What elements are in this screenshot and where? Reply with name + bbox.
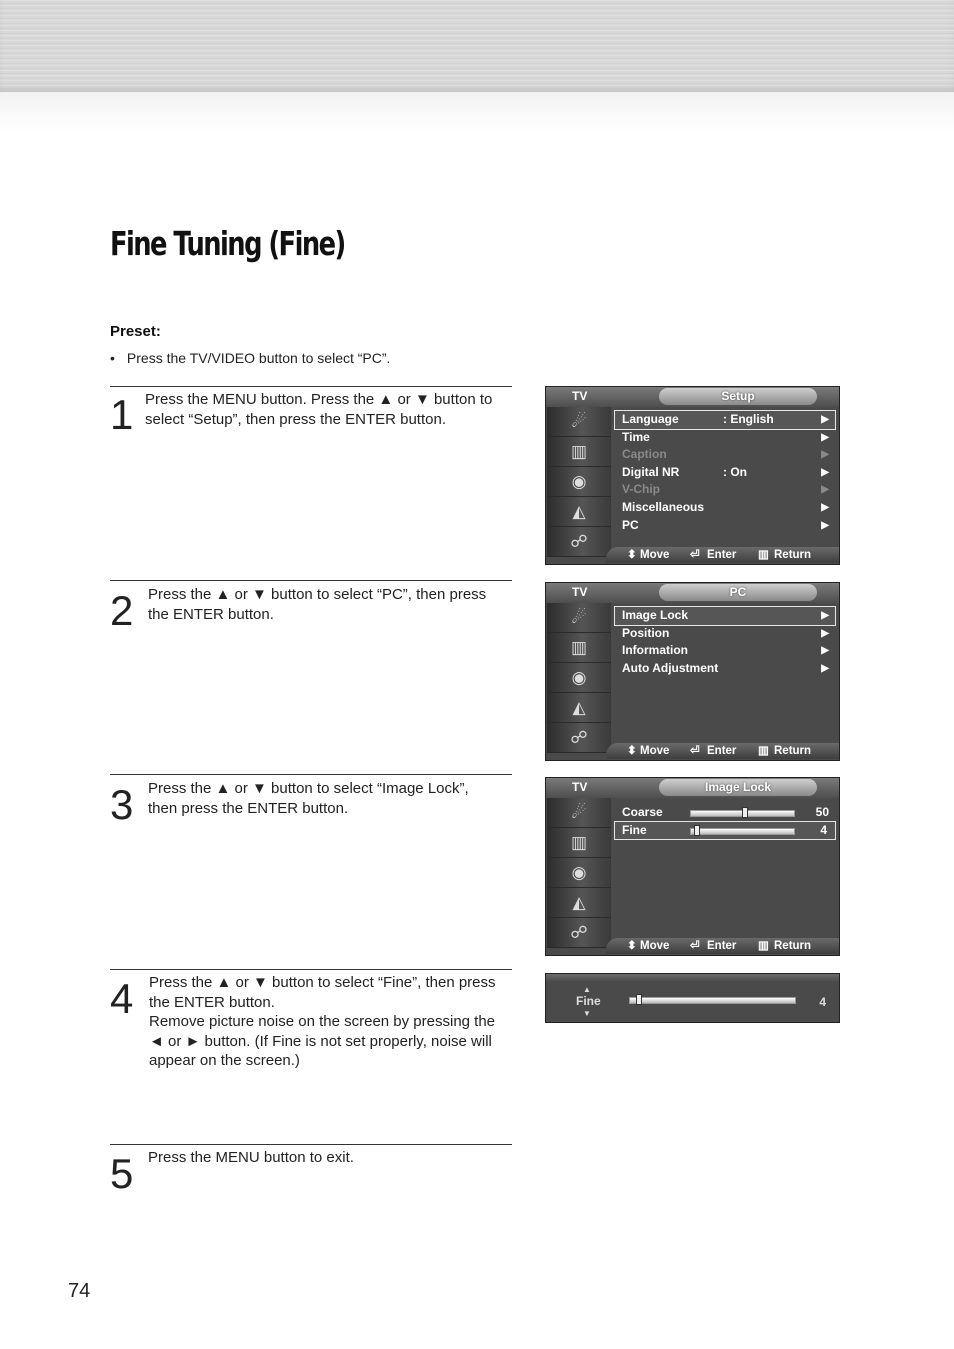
arrow-right-icon: ▶ bbox=[821, 484, 829, 496]
osd-tv-label: TV bbox=[572, 780, 588, 794]
menu-item-image-lock[interactable] bbox=[615, 607, 835, 625]
fine-bar-track[interactable] bbox=[629, 997, 796, 1004]
step-text: Press the ▲ or ▼ button to select “Image Lock”, then press the ENTER button. bbox=[148, 780, 469, 817]
footer-return: Return bbox=[774, 745, 812, 757]
menu-item-caption bbox=[615, 446, 835, 464]
step-divider bbox=[110, 774, 512, 775]
footer-move: Move bbox=[640, 745, 670, 757]
menu-item-value: : On bbox=[723, 464, 747, 479]
sound-icon: ▥ bbox=[547, 828, 611, 858]
arrow-right-icon: ▶ bbox=[821, 466, 829, 478]
bullet: • bbox=[110, 350, 115, 366]
arrow-right-icon: ▶ bbox=[821, 519, 829, 531]
step-divider bbox=[110, 1144, 512, 1145]
enter-icon: ⏎ bbox=[690, 745, 700, 757]
picture-icon: ☄ bbox=[547, 798, 611, 828]
enter-icon: ⏎ bbox=[690, 940, 700, 952]
channel-icon: ◉ bbox=[547, 663, 611, 693]
coarse-label: Coarse bbox=[622, 805, 663, 819]
menu-item-label: Time bbox=[622, 429, 650, 444]
menu-item-time[interactable] bbox=[615, 429, 835, 447]
step-number: 4 bbox=[110, 975, 134, 1022]
menu-item-auto-adjustment[interactable] bbox=[615, 660, 835, 678]
osd-title: Setup bbox=[659, 388, 817, 405]
footer-move: Move bbox=[640, 549, 670, 561]
arrow-right-icon: ▶ bbox=[821, 501, 829, 513]
step-text: Press the ▲ or ▼ button to select “Fine”, then press the ENTER button. bbox=[149, 974, 496, 1011]
menu-item-pc[interactable] bbox=[615, 517, 835, 535]
setup-icon: ◭ bbox=[547, 693, 611, 723]
header-banner-fade bbox=[0, 92, 954, 132]
osd-tv-label: TV bbox=[572, 389, 588, 403]
page-number: 74 bbox=[68, 1280, 91, 1302]
fine-bar-value: 4 bbox=[819, 995, 826, 1009]
menu-item-label: V-Chip bbox=[622, 482, 660, 497]
step-divider bbox=[110, 386, 512, 387]
menu-item-label: Information bbox=[622, 643, 688, 658]
menu-item-label: Image Lock bbox=[622, 608, 689, 622]
step-divider bbox=[110, 580, 512, 581]
footer-return: Return bbox=[774, 940, 812, 952]
channel-icon: ◉ bbox=[547, 467, 611, 497]
footer-enter: Enter bbox=[707, 549, 737, 561]
preset-note-text: Press the TV/VIDEO button to select “PC”. bbox=[126, 350, 391, 366]
osd-footer bbox=[606, 743, 839, 759]
return-icon: ▥ bbox=[758, 940, 769, 952]
osd-image-lock-screen bbox=[545, 777, 840, 956]
preset-label: Preset: bbox=[110, 323, 161, 340]
move-icon: ⬍ bbox=[627, 940, 637, 952]
footer-enter: Enter bbox=[707, 745, 737, 757]
menu-item-label: Miscellaneous bbox=[622, 499, 705, 514]
setup-icon: ◭ bbox=[547, 497, 611, 527]
osd-footer bbox=[606, 938, 839, 954]
arrow-up-icon: ▲ bbox=[583, 985, 591, 994]
arrow-right-icon: ▶ bbox=[821, 431, 829, 443]
return-icon: ▥ bbox=[758, 549, 769, 561]
menu-item-value: : English bbox=[723, 412, 774, 426]
osd-footer bbox=[606, 547, 839, 563]
step-text-extra: Remove picture noise on the screen by pressing the ◄ or ► button. (If Fine is not set properly, noise will appear on the screen.) bbox=[149, 1013, 496, 1069]
menu-item-v-chip bbox=[615, 481, 835, 499]
arrow-right-icon: ▶ bbox=[821, 645, 829, 657]
menu-item-information[interactable] bbox=[615, 642, 835, 660]
picture-icon: ☄ bbox=[547, 603, 611, 633]
step-number: 1 bbox=[110, 391, 134, 438]
coarse-slider-knob[interactable] bbox=[742, 807, 748, 818]
input-icon: ☍ bbox=[547, 723, 611, 753]
setup-icon: ◭ bbox=[547, 888, 611, 918]
osd-menu-list bbox=[615, 607, 835, 677]
osd-sidebar bbox=[547, 798, 611, 948]
footer-enter: Enter bbox=[707, 940, 737, 952]
arrow-right-icon: ▶ bbox=[821, 627, 829, 639]
fine-slider-knob[interactable] bbox=[694, 825, 700, 836]
menu-item-miscellaneous[interactable] bbox=[615, 499, 835, 517]
page-title: Fine Tuning (Fine) bbox=[110, 224, 345, 263]
menu-item-label: Digital NR bbox=[622, 464, 680, 479]
step-text: Press the MENU button to exit. bbox=[148, 1149, 354, 1166]
sound-icon: ▥ bbox=[547, 633, 611, 663]
fine-row[interactable] bbox=[615, 822, 835, 840]
step-text: Press the MENU button. Press the ▲ or ▼ button to select “Setup”, then press the ENTER button. bbox=[145, 391, 493, 428]
menu-item-label: Auto Adjustment bbox=[622, 660, 719, 675]
channel-icon: ◉ bbox=[547, 858, 611, 888]
fine-value: 4 bbox=[820, 822, 827, 837]
step-number: 5 bbox=[110, 1150, 134, 1197]
osd-title: Image Lock bbox=[659, 779, 817, 796]
osd-menu-list bbox=[615, 804, 835, 839]
fine-bar-knob[interactable] bbox=[636, 994, 642, 1005]
input-icon: ☍ bbox=[547, 918, 611, 948]
move-icon: ⬍ bbox=[627, 745, 637, 757]
osd-pc-screen bbox=[545, 582, 840, 761]
enter-icon: ⏎ bbox=[690, 549, 700, 561]
picture-icon: ☄ bbox=[547, 407, 611, 437]
preset-note bbox=[110, 350, 390, 366]
arrow-right-icon: ▶ bbox=[821, 414, 829, 425]
fine-bar-label: Fine bbox=[576, 994, 601, 1008]
step-number: 3 bbox=[110, 781, 134, 828]
step-number: 2 bbox=[110, 587, 134, 634]
menu-item-label: Caption bbox=[622, 447, 667, 462]
footer-move: Move bbox=[640, 940, 670, 952]
arrow-right-icon: ▶ bbox=[821, 662, 829, 674]
osd-fine-bar bbox=[545, 973, 840, 1023]
osd-tv-label: TV bbox=[572, 585, 588, 599]
step-text: Press the ▲ or ▼ button to select “PC”, then press the ENTER button. bbox=[148, 586, 487, 623]
osd-sidebar bbox=[547, 407, 611, 557]
menu-item-label: PC bbox=[622, 517, 639, 532]
coarse-value: 50 bbox=[815, 805, 829, 819]
footer-return: Return bbox=[774, 549, 812, 561]
osd-top-bar bbox=[546, 974, 839, 982]
header-banner bbox=[0, 0, 954, 92]
osd-title: PC bbox=[659, 584, 817, 601]
osd-setup-screen bbox=[545, 386, 840, 565]
move-icon: ⬍ bbox=[627, 549, 637, 561]
arrow-right-icon: ▶ bbox=[821, 449, 829, 461]
step-divider bbox=[110, 969, 512, 970]
osd-sidebar bbox=[547, 603, 611, 753]
fine-slider-track[interactable] bbox=[690, 828, 795, 835]
coarse-row[interactable] bbox=[615, 804, 835, 822]
arrow-right-icon: ▶ bbox=[821, 610, 829, 621]
menu-item-language[interactable] bbox=[615, 411, 835, 429]
menu-item-label: Position bbox=[622, 625, 670, 640]
menu-item-digital-nr[interactable] bbox=[615, 464, 835, 482]
arrow-down-icon: ▼ bbox=[583, 1009, 591, 1018]
input-icon: ☍ bbox=[547, 527, 611, 557]
menu-item-position[interactable] bbox=[615, 625, 835, 643]
menu-item-label: Language bbox=[622, 412, 679, 426]
return-icon: ▥ bbox=[758, 745, 769, 757]
osd-menu-list bbox=[615, 411, 835, 534]
fine-label: Fine bbox=[622, 822, 647, 837]
sound-icon: ▥ bbox=[547, 437, 611, 467]
